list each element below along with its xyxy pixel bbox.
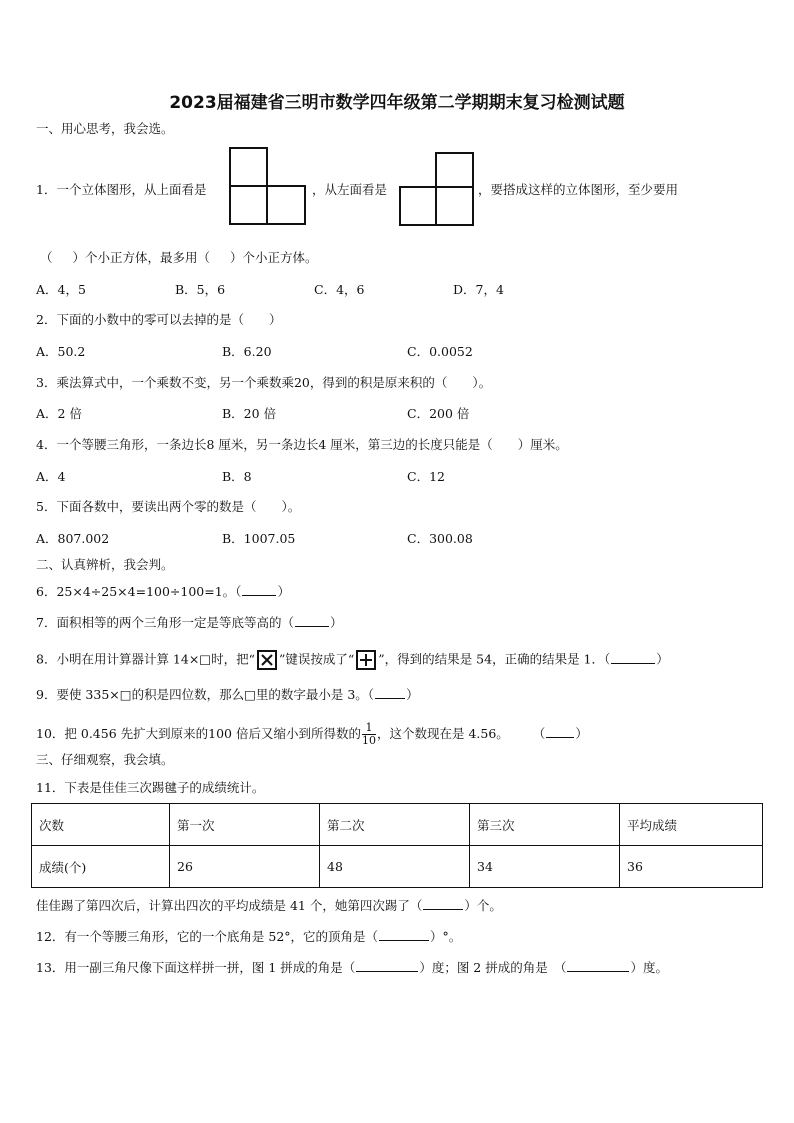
- q4-option-c[interactable]: C．12: [407, 469, 445, 484]
- q5-text: 5．下面各数中，要读出两个零的数是（ ）。: [36, 499, 301, 514]
- table-row: [32, 846, 763, 888]
- q5-option-a[interactable]: A．807.002: [36, 531, 110, 546]
- q6-answer-blank[interactable]: [242, 583, 276, 596]
- q1-line2: （ ）个小正方体，最多用（ ）个小正方体。: [40, 250, 318, 265]
- q11-text: 11．下表是佳佳三次踢毽子的成绩统计。: [36, 780, 265, 795]
- q3-text: 3．乘法算式中，一个乘数不变，另一个乘数乘20，得到的积是原来积的（ ）。: [36, 375, 492, 390]
- kick-score-table: [31, 803, 763, 888]
- q3-option-c[interactable]: C．200 倍: [407, 406, 470, 421]
- q5-option-b[interactable]: B．1007.05: [222, 531, 296, 546]
- q2-option-c[interactable]: C．0.0052: [407, 344, 473, 359]
- q1-option-a[interactable]: A．4，5: [36, 282, 86, 297]
- table-cell: 48: [320, 846, 470, 888]
- q9-answer-blank[interactable]: [375, 686, 405, 699]
- q9-text: 9．要使 335×□的积是四位数，那么□里的数字最小是 3。（ ）: [36, 687, 419, 702]
- section-1-heading: 一、用心思考，我会选。: [36, 121, 174, 136]
- q10-text: 10．把 0.456 先扩大到原来的100 倍后又缩小到所得数的 $\frac{1}{10}$ ，这个数现在是 4.56。 （ ）: [36, 721, 588, 747]
- q1-text-part2: ，从左面看是: [312, 182, 388, 197]
- q7-answer-blank[interactable]: [295, 614, 329, 627]
- page-title: 2023届福建省三明市数学四年级第二学期期末复习检测试题: [169, 93, 625, 113]
- table-cell: 平均成绩: [620, 804, 763, 846]
- q8-text: 8．小明在用计算器计算 14×□时，把“ ”键误按成了“ ”，得到的结果是 54，正确的结果是 1．（ ）: [36, 650, 669, 670]
- table-cell: 26: [170, 846, 320, 888]
- q12-text: 12．有一个等腰三角形，它的一个底角是 52°，它的顶角是（ ）°。: [36, 929, 462, 944]
- q7-text: 7．面积相等的两个三角形一定是等底等高的（ ）: [36, 615, 343, 630]
- q4-option-b[interactable]: B．8: [222, 469, 252, 484]
- q13-answer-blank-1[interactable]: [356, 959, 418, 972]
- q1-text-part1: 1．一个立体图形，从上面看是: [36, 182, 207, 197]
- plus-key-icon: [356, 650, 376, 670]
- q4-text: 4．一个等腰三角形，一条边长8 厘米，另一条边长4 厘米，第三边的长度只能是（ ）厘米。: [36, 437, 568, 452]
- q13-text: 13．用一副三角尺像下面这样拼一拼，图 1 拼成的角是（ ）度；图 2 拼成的角是 （ ）度。: [36, 960, 668, 975]
- table-cell: 次数: [32, 804, 170, 846]
- q5-option-c[interactable]: C．300.08: [407, 531, 473, 546]
- q1-option-b[interactable]: B．5，6: [175, 282, 226, 297]
- q6-text: 6．25×4÷25×4=100÷100=1。（ ）: [36, 584, 290, 599]
- q1-option-c[interactable]: C．4，6: [314, 282, 365, 297]
- q13-answer-blank-2[interactable]: [567, 959, 629, 972]
- q1-option-d[interactable]: D．7，4: [453, 282, 504, 297]
- multiply-key-icon: [257, 650, 277, 670]
- q12-answer-blank[interactable]: [379, 928, 429, 941]
- table-cell: 34: [470, 846, 620, 888]
- q1-text-part3: ，要搭成这样的立体图形，至少要用: [478, 182, 679, 197]
- q10-answer-blank[interactable]: [546, 725, 574, 738]
- q10-fraction: $\frac{1}{10}$: [361, 721, 376, 747]
- section-2-heading: 二、认真辨析，我会判。: [36, 557, 174, 572]
- q3-option-b[interactable]: B．20 倍: [222, 406, 277, 421]
- q4-option-a[interactable]: A．4: [36, 469, 66, 484]
- section-3-heading: 三、仔细观察，我会填。: [36, 752, 174, 767]
- table-cell: 36: [620, 846, 763, 888]
- table-cell: 成绩(个): [32, 846, 170, 888]
- q11-followup: 佳佳踢了第四次后，计算出四次的平均成绩是 41 个，她第四次踢了（ ）个。: [36, 898, 502, 913]
- q2-option-a[interactable]: A．50.2: [36, 344, 86, 359]
- table-header-row: [32, 804, 763, 846]
- q11-answer-blank[interactable]: [423, 897, 463, 910]
- q8-answer-blank[interactable]: [611, 651, 655, 664]
- table-cell: 第二次: [320, 804, 470, 846]
- q2-option-b[interactable]: B．6.20: [222, 344, 272, 359]
- table-cell: 第三次: [470, 804, 620, 846]
- q3-option-a[interactable]: A．2 倍: [36, 406, 82, 421]
- q2-text: 2．下面的小数中的零可以去掉的是（ ）: [36, 312, 282, 327]
- table-cell: 第一次: [170, 804, 320, 846]
